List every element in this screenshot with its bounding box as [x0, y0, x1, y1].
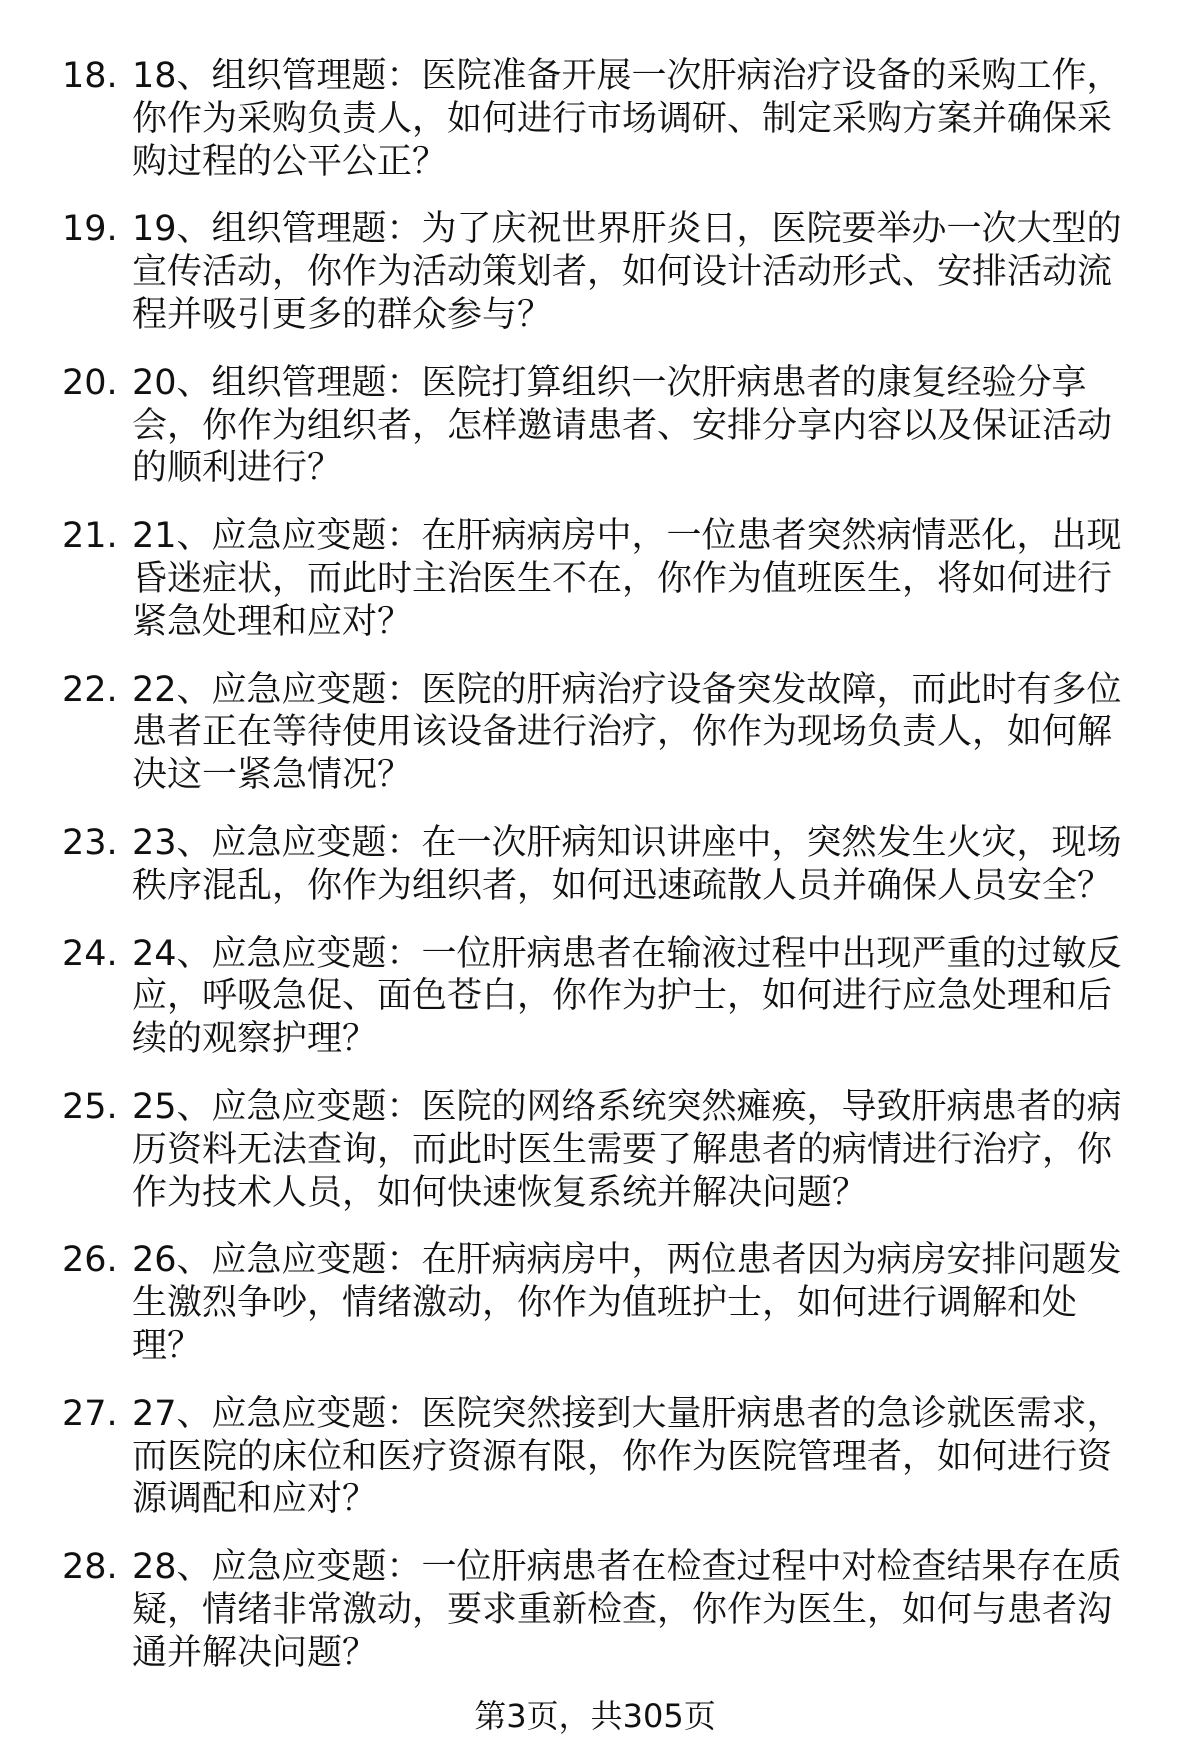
question-text-line: 源调配和应对？ [132, 1479, 378, 1520]
question-text-line: 紧急处理和应对？ [132, 601, 413, 642]
question-text-line: 26、应急应变题：在肝病病房中，两位患者因为病房安排问题发 [132, 1240, 1122, 1281]
question-number: 25. [62, 1086, 118, 1127]
question-text-line: 作为技术人员，如何快速恢复系统并解决问题？ [132, 1172, 868, 1213]
question-text-line: 秩序混乱，你作为组织者，如何迅速疏散人员并确保人员安全？ [132, 865, 1113, 906]
question-text-line: 会，你作为组织者，怎样邀请患者、安排分享内容以及保证活动 [132, 405, 1113, 446]
question-item [62, 669, 1170, 797]
question-text-line: 23、应急应变题：在一次肝病知识讲座中，突然发生火灾，现场 [132, 822, 1122, 863]
question-text [132, 208, 1170, 336]
question-text-line: 28、应急应变题：一位肝病患者在检查过程中对检查结果存在质 [132, 1547, 1122, 1588]
question-item [62, 362, 1170, 490]
question-text-line: 27、应急应变题：医院突然接到大量肝病患者的急诊就医需求， [132, 1393, 1122, 1434]
question-text [132, 362, 1170, 490]
question-text-line: 24、应急应变题：一位肝病患者在输液过程中出现严重的过敏反 [132, 933, 1122, 974]
question-number: 28. [62, 1547, 118, 1588]
question-text-line: 的顺利进行？ [132, 448, 343, 489]
question-text-line: 生激烈争吵，情绪激动，你作为值班护士，如何进行调解和处 [132, 1283, 1078, 1324]
question-text [132, 1086, 1170, 1214]
question-item [62, 822, 1170, 908]
question-number: 23. [62, 822, 118, 863]
question-item [62, 208, 1170, 336]
question-item [62, 55, 1170, 183]
question-number: 21. [62, 516, 118, 557]
question-text-line: 程并吸引更多的群众参与？ [132, 294, 553, 335]
question-text-line: 患者正在等待使用该设备进行治疗，你作为现场负责人，如何解 [132, 712, 1113, 753]
question-number: 22. [62, 669, 118, 710]
question-text [132, 55, 1170, 183]
question-number: 20. [62, 362, 118, 403]
question-text-line: 20、组织管理题：医院打算组织一次肝病患者的康复经验分享 [132, 362, 1087, 403]
question-text-line: 决这一紧急情况？ [132, 755, 413, 796]
question-text-line: 购过程的公平公正？ [132, 141, 448, 182]
question-list [62, 55, 1170, 1700]
question-text-line: 18、组织管理题：医院准备开展一次肝病治疗设备的采购工作， [132, 56, 1122, 96]
question-text-line: 疑，情绪非常激动，要求重新检查，你作为医生，如何与患者沟 [132, 1589, 1113, 1630]
question-text [132, 1239, 1170, 1367]
question-item [62, 1239, 1170, 1367]
question-text-line: 续的观察护理？ [132, 1019, 378, 1060]
question-text-line: 25、应急应变题：医院的网络系统突然瘫痪，导致肝病患者的病 [132, 1086, 1122, 1127]
question-text-line: 应，呼吸急促、面色苍白，你作为护士，如何进行应急处理和后 [132, 976, 1113, 1017]
question-text-line: 通并解决问题？ [132, 1632, 378, 1673]
question-text [132, 1393, 1170, 1521]
question-text-line: 宣传活动，你作为活动策划者，如何设计活动形式、安排活动流 [132, 252, 1113, 293]
question-item [62, 1546, 1170, 1674]
question-number: 27. [62, 1393, 118, 1434]
question-number: 24. [62, 933, 118, 974]
question-text-line: 历资料无法查询，而此时医生需要了解患者的病情进行治疗，你 [132, 1129, 1113, 1170]
question-text [132, 1546, 1170, 1674]
question-text-line: 理？ [132, 1325, 203, 1366]
question-item [62, 933, 1170, 1061]
question-text-line: 而医院的床位和医疗资源有限，你作为医院管理者，如何进行资 [132, 1436, 1113, 1477]
question-number: 26. [62, 1240, 118, 1281]
question-text-line: 19、组织管理题：为了庆祝世界肝炎日，医院要举办一次大型的 [132, 209, 1122, 250]
page-footer [0, 1696, 1190, 1736]
question-text-line: 21、应急应变题：在肝病病房中，一位患者突然病情恶化，出现 [132, 516, 1122, 557]
question-item [62, 1393, 1170, 1521]
page-number-label: 第3页，共305页 [474, 1697, 716, 1735]
question-item [62, 515, 1170, 643]
question-item [62, 1086, 1170, 1214]
question-text-line: 22、应急应变题：医院的肝病治疗设备突发故障，而此时有多位 [132, 669, 1122, 710]
question-number: 18. [62, 56, 118, 96]
question-text-line: 你作为采购负责人，如何进行市场调研、制定采购方案并确保采 [132, 98, 1113, 139]
question-text [132, 933, 1170, 1061]
question-text [132, 515, 1170, 643]
question-number: 19. [62, 209, 118, 250]
question-text [132, 822, 1170, 908]
question-text [132, 669, 1170, 797]
question-text-line: 昏迷症状，而此时主治医生不在，你作为值班医生，将如何进行 [132, 558, 1113, 599]
